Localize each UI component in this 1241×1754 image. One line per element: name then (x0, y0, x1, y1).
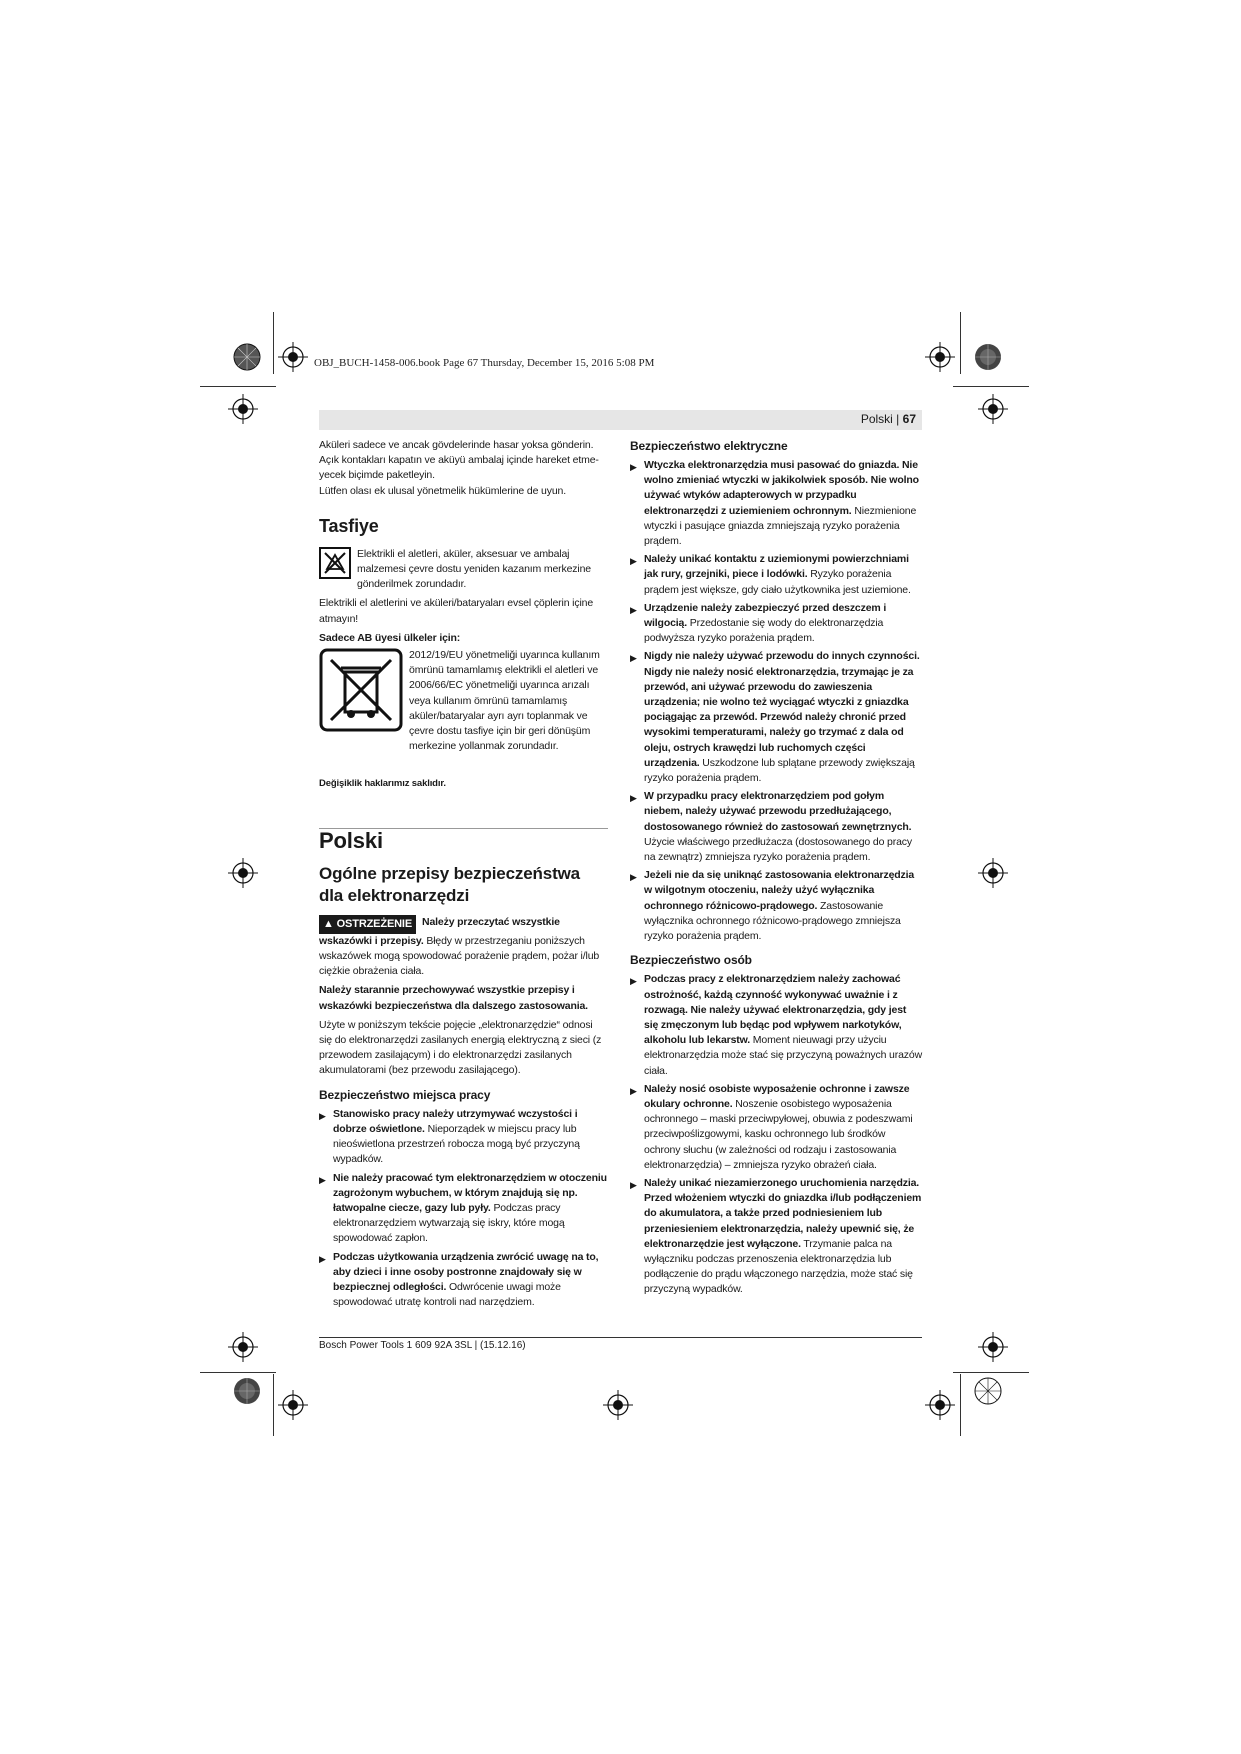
item-bold: Jeżeli nie da się uniknąć zastosowania elektronarzędzia w wilgotnym otoczeniu, należy użyć wyłącznika ochronnego różnicowo-prądowego. (644, 869, 915, 912)
item-bold: W przypadku pracy elektronarzędziem pod gołym niebem, należy używać przewodu przedłużającego, dostosowanego również do zastosowań zewnętrznych. (644, 790, 912, 833)
workplace-item (319, 1107, 608, 1168)
item-rest: Ryzyko porażenia prądem jest większe, gdy ciało użytkownika jest uziemione. (644, 568, 911, 596)
electrical-item (630, 868, 922, 944)
item-rest: Uszkodzone lub splątane przewody zwiększają ryzyko porażenia prądem. (644, 756, 915, 785)
electrical-item (630, 458, 922, 549)
item-bold: Wtyczka elektronarzędzia musi pasować do gniazda. Nie wolno zmieniać wtyczki w jakikolwiek sposób. Nie wolno używać wtyków adapterowych w przypadku elektronarzędzi z uziemieniem ochronnym. (644, 459, 919, 517)
keep-instructions: Należy starannie przechowywać wszystkie przepisy i wskazówki bezpieczeństwa dla dalszego zastosowania. (319, 984, 588, 1012)
warning-paragraph (319, 915, 608, 980)
footer-rule (319, 1337, 922, 1338)
crosshair-icon (603, 1390, 633, 1420)
warning-bold: Należy przeczytać wszystkie wskazówki i przepisy. (319, 915, 560, 947)
crosshair-icon (278, 1390, 308, 1420)
workplace-item (319, 1171, 608, 1247)
crossed-bin-icon (319, 648, 403, 732)
item-rest: Odwrócenie uwagi może spowodować utratę kontroli nad narzędziem. (333, 1280, 561, 1309)
polski-heading: Polski (319, 827, 383, 853)
electrical-item (630, 649, 922, 786)
intro-line: Lütfen olası ek ulusal yönetmelik hükümlerine de uyun. (319, 484, 566, 497)
right-column (630, 438, 922, 1301)
item-rest: Użycie właściwego przedłużacza (dostosowanego do pracy na zewnątrz) zmniejsza ryzyko porażenia prądem. (644, 835, 912, 864)
bullet-arrow-icon: ▶ (630, 1085, 637, 1096)
left-column (319, 438, 608, 1313)
item-bold: Podczas pracy z elektronarzędziem należy zachować ostrożność, każdą czynność wykonywać uważnie i z rozwagą. Nie należy używać elektronarzędzia, gdy jest się zmęczonym lub będąc pod wpływem narkotyków, alkoholu lub lekarstw. (644, 973, 907, 1047)
crosshair-icon (228, 858, 258, 888)
registration-mark-icon (232, 342, 262, 372)
bullet-arrow-icon: ▶ (630, 872, 637, 883)
bullet-arrow-icon: ▶ (319, 1174, 326, 1185)
crosshair-icon (278, 342, 308, 372)
intro-line: Aküleri sadece ve ancak gövdelerinde hasar yoksa gönderin. (319, 439, 594, 451)
intro-line: Açık kontakları kapatın ve aküyü ambalaj içinde hareket etme- (319, 454, 599, 467)
persons-heading: Bezpieczeństwo osób (630, 953, 752, 968)
ab-block (319, 648, 608, 754)
crosshair-icon (978, 1332, 1008, 1362)
item-bold: Należy unikać niezamierzonego uruchomienia narzędzia. Przed włożeniem wtyczki do gniazdka i/lub podłączeniem do akumulatora, a także przed podniesieniem lub przeniesieniem elektronarzędzia, należy upewnić się, że elektronarzędzie jest wyłączone. (644, 1176, 922, 1250)
tasfiye-paragraph: Elektrikli el aletlerini ve aküleri/bataryaları evsel çöplerin içine atmayın! (319, 597, 594, 625)
page-number: 67 (902, 412, 916, 426)
item-bold: Urządzenie należy zabezpieczyć przed deszczem i wilgocią. (644, 601, 887, 630)
ab-heading: Sadece AB üyesi ülkeler için: (319, 631, 461, 644)
registration-mark-icon (232, 1376, 262, 1406)
crosshair-icon (978, 394, 1008, 424)
bullet-arrow-icon: ▶ (319, 1110, 326, 1121)
persons-item (630, 1082, 922, 1173)
bullet-arrow-icon: ▶ (319, 1253, 326, 1264)
tasfiye-heading: Tasfiye (319, 515, 379, 536)
book-info-line: OBJ_BUCH-1458-006.book Page 67 Thursday, December 15, 2016 5:08 PM (314, 357, 655, 369)
header-section: Polski (860, 412, 893, 426)
item-rest: Przedostanie się wody do elektronarzędzia podwyższa ryzyko porażenia prądem. (644, 617, 884, 645)
item-bold: Podczas użytkowania urządzenia zwrócić uwagę na to, aby dzieci i inne osoby postronne znajdowały się w bezpiecznej odległości. (333, 1250, 599, 1293)
header-title: Polski | 67 (860, 412, 916, 426)
page-header (319, 410, 922, 430)
item-rest: Moment nieuwagi przy użyciu elektronarzędzia może stać się przyczyną poważnych urazów ciała. (644, 1034, 922, 1077)
electrical-item (630, 789, 922, 865)
item-rest: Niezmienione wtyczki i pasujące gniazda zmniejszają ryzyko porażenia prądem. (644, 504, 917, 548)
general-heading: Ogólne przepisy bezpieczeństwa dla elektronarzędzi (319, 863, 580, 905)
warning-label: OSTRZEŻENIE (336, 917, 413, 930)
bullet-arrow-icon: ▶ (630, 976, 637, 987)
crosshair-icon (228, 394, 258, 424)
registration-mark-icon (973, 1376, 1003, 1406)
persons-item (630, 1176, 922, 1298)
item-rest: Podczas pracy elektronarzędziem wytwarzają się iskry, które mogą spowodować zapłon. (333, 1201, 565, 1245)
item-bold: Stanowisko pracy należy utrzymywać wczystości i dobrze oświetlone. (333, 1107, 578, 1135)
tasfiye-icon-text: Elektrikli el aletleri, aküler, aksesuar ve ambalaj malzemesi çevre dostu yeniden kazanım merkezine gönderilmek zorundadır. (357, 547, 591, 591)
recycling-icon (319, 547, 351, 579)
crosshair-icon (228, 1332, 258, 1362)
item-rest: Zastosowanie wyłącznika ochronnego różnicowo-prądowego zmniejsza ryzyko porażenia prądem. (644, 899, 901, 943)
workplace-heading: Bezpieczeństwo miejsca pracy (319, 1087, 491, 1102)
bullet-arrow-icon: ▶ (630, 1179, 637, 1190)
bullet-arrow-icon: ▶ (630, 462, 637, 472)
rights-note: Değişiklik haklarımız saklıdır. (319, 778, 446, 790)
item-rest: Trzymanie palca na wyłączniku podczas przenoszenia elektronarzędzia lub podłączenie do prądu włączonego narzędzia, może stać się przyczyną wypadków. (644, 1237, 913, 1296)
item-rest: Nieporządek w miejscu pracy lub nieoświetlona przestrzeń robocza mogą być przyczyną wypadków. (333, 1122, 580, 1166)
electrical-heading: Bezpieczeństwo elektryczne (630, 439, 788, 453)
bullet-arrow-icon: ▶ (630, 653, 637, 664)
workplace-item (319, 1250, 608, 1311)
bullet-arrow-icon: ▶ (630, 793, 637, 804)
electrical-item (630, 601, 922, 647)
item-bold: Należy unikać kontaktu z uziemionymi powierzchniami jak rury, grzejniki, piece i lodówki. (644, 553, 909, 581)
item-bold: Należy nosić osobiste wyposażenie ochronne i zawsze okulary ochronne. (644, 1082, 910, 1110)
tasfiye-block (319, 547, 608, 593)
warning-rest: Błędy w przestrzeganiu poniższych wskazówek mogą spowodować porażenie prądem, pożar i/lub ciężkie obrażenia ciała. (319, 934, 600, 978)
bullet-arrow-icon: ▶ (630, 556, 637, 567)
bullet-arrow-icon: ▶ (630, 604, 637, 615)
electrical-item (630, 552, 922, 598)
crosshair-icon (925, 1390, 955, 1420)
item-bold: Nie należy pracować tym elektronarzędziem w otoczeniu zagrożonym wybuchem, w którym znajdują się np. łatwopalne ciecze, gazy lub pyły. (333, 1171, 607, 1214)
registration-mark-icon (973, 342, 1003, 372)
term-definition: Użyte w poniższym tekście pojęcie „elektronarzędzie“ odnosi się do elektronarzędzi zasilanych energią elektryczną z sieci (z przewodem zasilającym) i do elektronarzędzi zasilanych akumulatorami (bez przewodu zasilającego). (319, 1018, 602, 1077)
item-rest: Noszenie osobistego wyposażenia ochronnego – maski przeciwpyłowej, obuwia z podeszwami przeciwpoślizgowymi, kasku ochronnego lub środków ochrony słuchu (w zależności od rodzaju i zastosowania elektronarzędzia) – zmniejsza ryzyko obrażeń ciała. (644, 1097, 913, 1171)
intro-line: yecek biçimde paketleyin. (319, 469, 435, 482)
persons-item (630, 972, 922, 1078)
crosshair-icon (925, 342, 955, 372)
ab-text: 2012/19/EU yönetmeliği uyarınca kullanım ömrünü tamamlamış elektrikli el aletleri ve 2006/66/EC yönetmeliği uyarınca arızalı veya kullanım ömrünü tamamlamış aküler/bataryalar ayrı ayrı toplanmak ve çevre dostu tasfiye için bir geri dönüşüm merkezine yollanmak zorundadır. (409, 649, 600, 753)
crosshair-icon (978, 858, 1008, 888)
item-bold: Nigdy nie należy używać przewodu do innych czynności. Nigdy nie należy nosić elektronarzędzia, trzymając je za przewód, ani używać przewodu do zawieszenia urządzenia; nie wolno też wyciągać wtyczki z gniazdka pociągając za przewód. Przewód należy chronić przed wysokimi temperaturami, należy go trzymać z dala od oleju, ostrych krawędzi lub ruchomych części urządzenia. (644, 650, 920, 769)
page-footer: Bosch Power Tools 1 609 92A 3SL | (15.12.16) (319, 1340, 526, 1351)
warning-badge: ▲ OSTRZEŻENIE (319, 915, 416, 934)
